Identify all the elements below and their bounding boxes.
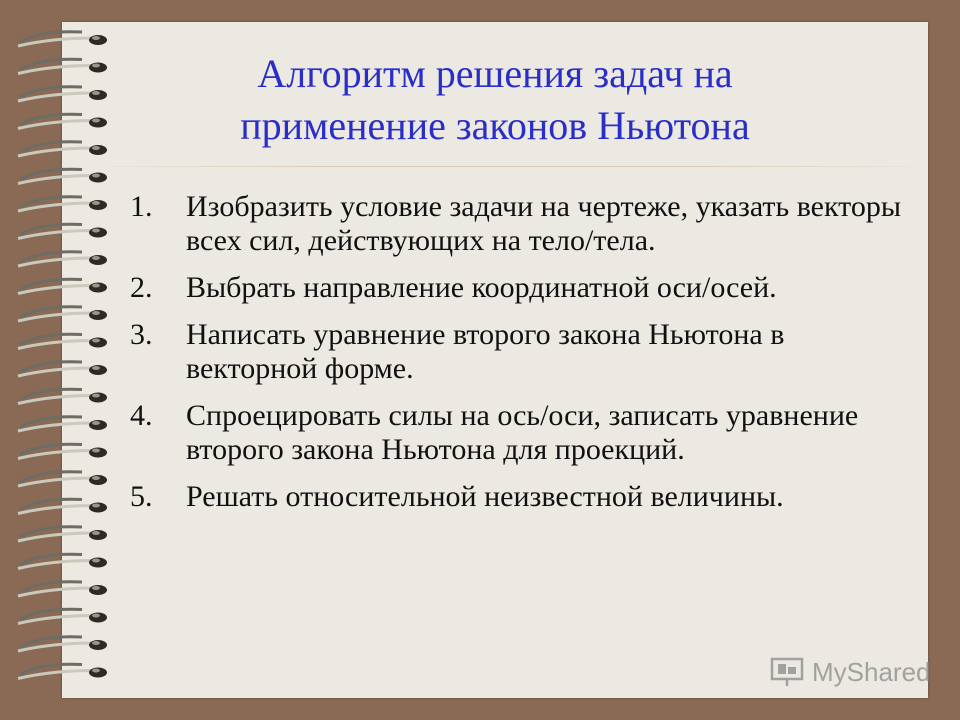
spiral-ring — [18, 554, 107, 568]
step-number: 3. — [130, 318, 153, 351]
presentation-board-icon — [770, 657, 804, 687]
step-text: Выбрать направление координатной оси/осей. — [186, 271, 777, 304]
spiral-ring — [18, 444, 107, 458]
step-number: 4. — [130, 399, 153, 432]
watermark — [770, 654, 931, 690]
step-text: Решать относительной неизвестной величины. — [186, 480, 784, 513]
watermark-label: MyShared — [812, 656, 931, 687]
list-item — [130, 318, 920, 386]
spiral-ring — [18, 197, 107, 211]
step-number: 2. — [130, 271, 153, 304]
algorithm-steps-list — [130, 190, 920, 527]
step-text: Написать уравнение второго закона Ньютона в векторной форме. — [186, 318, 785, 385]
spiral-ring — [18, 609, 107, 623]
spiral-ring — [18, 637, 107, 651]
spiral-ring — [18, 362, 107, 376]
title-divider — [110, 166, 910, 167]
list-item — [130, 480, 920, 514]
step-text: Спроецировать силы на ось/оси, записать уравнение второго закона Ньютона для проекций. — [186, 399, 859, 466]
spiral-ring — [18, 279, 107, 293]
spiral-ring — [18, 334, 107, 348]
list-item — [130, 271, 920, 305]
spiral-ring — [18, 252, 107, 266]
spiral-ring — [18, 169, 107, 183]
slide-title-line-1: Алгоритм решения задач на — [257, 51, 733, 96]
slide-title — [62, 48, 928, 152]
spiral-ring — [18, 499, 107, 513]
list-item — [130, 399, 920, 467]
spiral-ring — [18, 527, 107, 541]
spiral-ring — [18, 389, 107, 403]
spiral-ring — [18, 417, 107, 431]
spiral-ring — [18, 664, 107, 678]
step-number: 5. — [130, 480, 153, 513]
spiral-ring — [18, 307, 107, 321]
spiral-ring — [18, 32, 107, 46]
spiral-ring — [18, 582, 107, 596]
spiral-ring — [18, 224, 107, 238]
list-item — [130, 190, 920, 258]
step-text: Изобразить условие задачи на чертеже, указать векторы всех сил, действующих на тело/тела. — [186, 190, 902, 257]
spiral-ring — [18, 472, 107, 486]
slide-title-line-2: применение законов Ньютона — [240, 103, 750, 148]
step-number: 1. — [130, 190, 153, 223]
